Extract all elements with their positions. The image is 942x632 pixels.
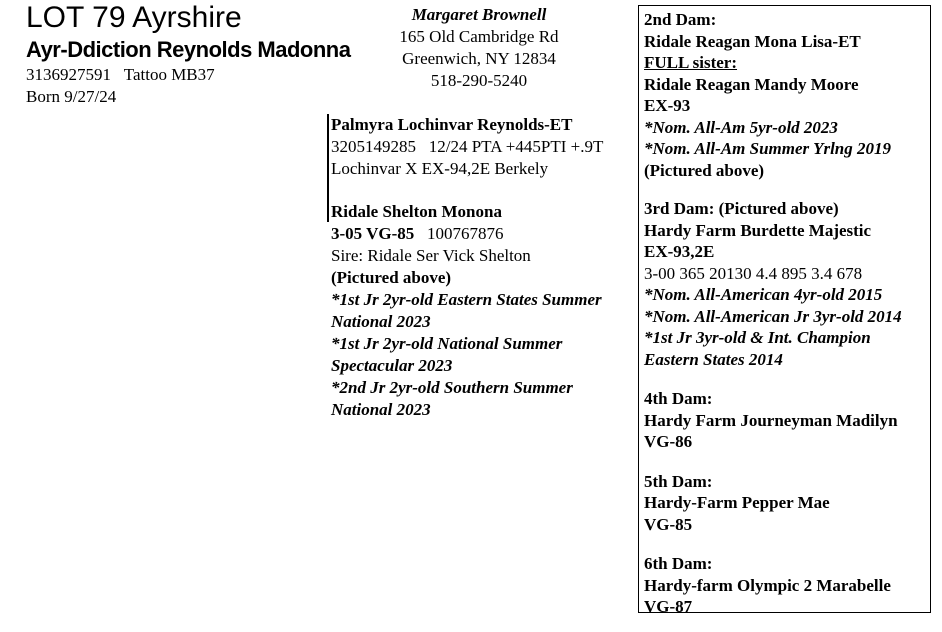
- consignor-phone: 518-290-5240: [430, 71, 528, 90]
- dam-registration: 100767876: [427, 224, 504, 243]
- full-sister-pictured: (Pictured above): [644, 160, 765, 180]
- sixth-dam-heading: 6th Dam:: [644, 554, 713, 573]
- fifth-dam-heading: 5th Dam:: [644, 471, 713, 491]
- lot-title: LOT 79 Ayrshire: [26, 1, 242, 34]
- dam-award: National 2023: [331, 312, 431, 331]
- full-sister-label: FULL sister:: [644, 53, 738, 72]
- dam-award: *1st Jr 2yr-old National Summer: [331, 334, 563, 353]
- dam-award: *1st Jr 2yr-old Eastern States Summer: [331, 290, 602, 309]
- dam-classification-line: [331, 223, 631, 245]
- full-sister-award: *Nom. All-Am 5yr-old 2023: [644, 117, 838, 137]
- registration-number: 3136927591: [26, 65, 111, 84]
- sire-name: Palmyra Lochinvar Reynolds-ET: [331, 115, 573, 134]
- second-dam-name: Ridale Reagan Mona Lisa-ET: [644, 31, 861, 51]
- dam-classification: 3-05 VG-85: [331, 224, 415, 243]
- dam-pictured: (Pictured above): [331, 268, 452, 287]
- third-dam-award: *Nom. All-American 4yr-old 2015: [644, 285, 883, 304]
- second-dam-heading: 2nd Dam:: [644, 10, 717, 29]
- third-dam-award: *1st Jr 3yr-old & Int. Champion: [644, 328, 871, 347]
- sire-pedigree: Lochinvar X EX-94,2E Berkely: [331, 159, 549, 178]
- sire-proof: 12/24 PTA +445PTI +.9T: [428, 137, 604, 156]
- third-dam-name: Hardy Farm Burdette Majestic: [644, 220, 872, 240]
- full-sister-name: Ridale Reagan Mandy Moore: [644, 74, 859, 94]
- full-sister-award: *Nom. All-Am Summer Yrlng 2019: [644, 139, 892, 158]
- dam-name: Ridale Shelton Monona: [331, 202, 502, 221]
- consignor-block: [390, 4, 568, 92]
- third-dam-score: EX-93,2E: [644, 242, 715, 261]
- animal-name: Ayr-Ddiction Reynolds Madonna: [26, 37, 351, 62]
- fifth-dam-name: Hardy-Farm Pepper Mae: [644, 493, 830, 512]
- fourth-dam-heading: 4th Dam:: [644, 389, 713, 408]
- tattoo: Tattoo MB37: [123, 65, 215, 84]
- dam-award: Spectacular 2023: [331, 356, 453, 375]
- third-dam-record: 3-00 365 20130 4.4 895 3.4 678: [644, 263, 863, 283]
- consignor-address: 165 Old Cambridge Rd: [399, 27, 559, 46]
- fourth-dam-name: Hardy Farm Journeyman Madilyn: [644, 410, 898, 430]
- registration-line: [26, 64, 215, 86]
- sire-block: [331, 114, 603, 180]
- fifth-dam-score: VG-85: [644, 514, 693, 534]
- dam-award: National 2023: [331, 400, 431, 419]
- third-dam-award: Eastern States 2014: [644, 349, 783, 369]
- third-dam-award: *Nom. All-American Jr 3yr-old 2014: [644, 306, 902, 326]
- third-dam-heading: 3rd Dam: (Pictured above): [644, 199, 839, 218]
- dam-block: [331, 201, 631, 421]
- full-sister-score: EX-93: [644, 96, 691, 115]
- maternal-line: [644, 9, 928, 618]
- sire-registration: 3205149285: [331, 137, 416, 156]
- fourth-dam-score: VG-86: [644, 432, 693, 451]
- sixth-dam-score: VG-87: [644, 597, 693, 616]
- birth-date: Born 9/27/24: [26, 87, 117, 106]
- dam-sire-line: Sire: Ridale Ser Vick Shelton: [331, 246, 531, 265]
- pedigree-bracket: [327, 200, 329, 222]
- consignor-name: Margaret Brownell: [411, 5, 547, 24]
- dam-award: *2nd Jr 2yr-old Southern Summer: [331, 378, 573, 397]
- consignor-city: Greenwich, NY 12834: [402, 49, 556, 68]
- sire-proof-line: [331, 136, 603, 158]
- sixth-dam-name: Hardy-farm Olympic 2 Marabelle: [644, 575, 891, 595]
- pedigree-bracket: [327, 114, 329, 210]
